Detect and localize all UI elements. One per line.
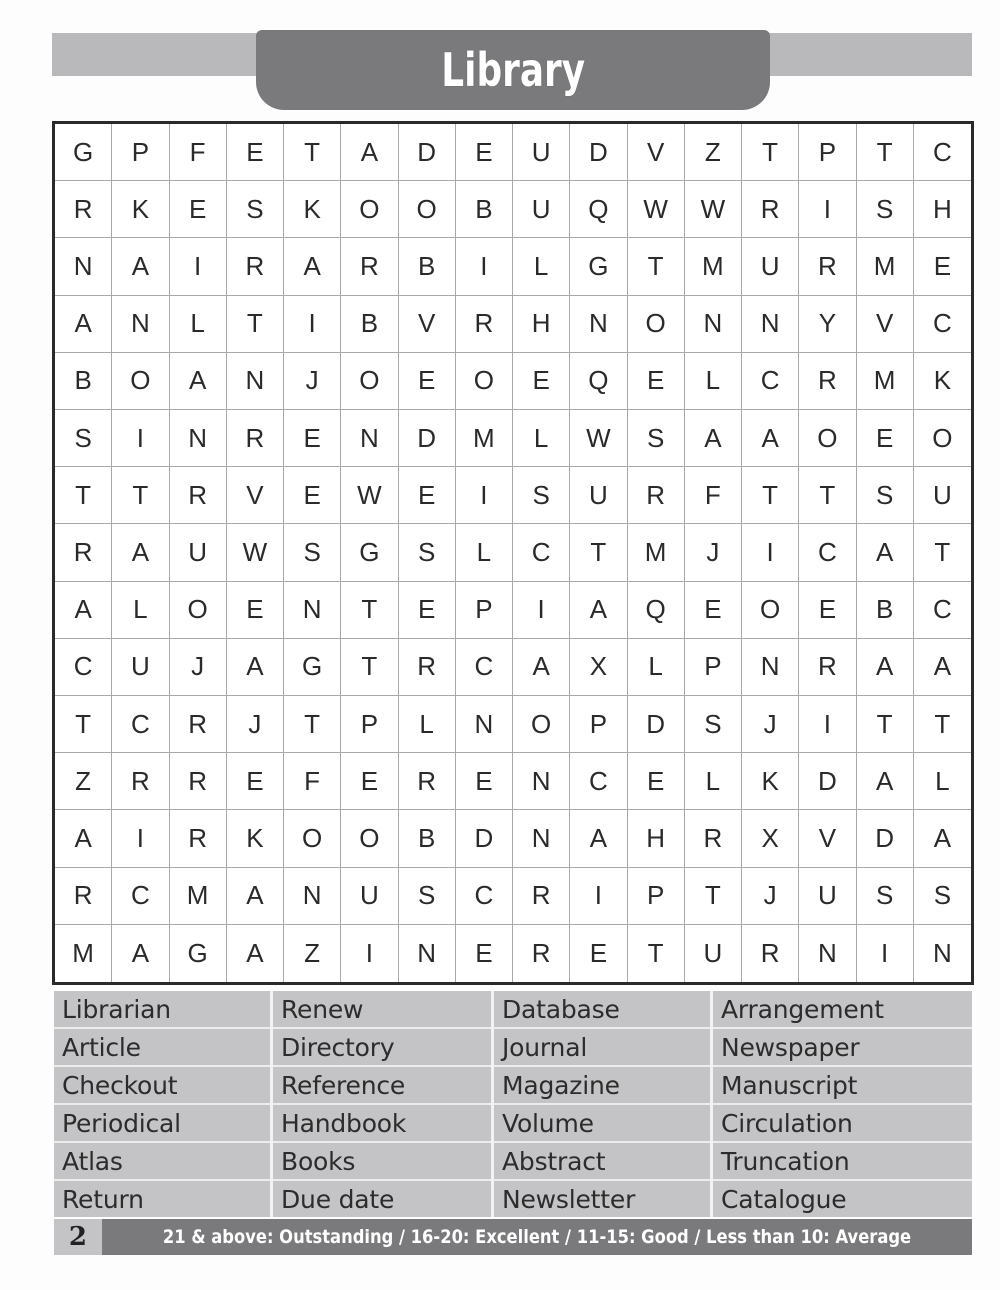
grid-cell[interactable]: I (799, 696, 856, 753)
grid-cell[interactable]: C (112, 868, 169, 925)
grid-cell[interactable]: I (284, 296, 341, 353)
grid-cell[interactable]: R (742, 181, 799, 238)
grid-cell[interactable]: C (799, 524, 856, 581)
grid-cell[interactable]: I (112, 810, 169, 867)
grid-cell[interactable]: W (570, 410, 627, 467)
grid-cell[interactable]: V (399, 296, 456, 353)
grid-cell[interactable]: A (227, 639, 284, 696)
word-list-item: Journal (494, 1029, 710, 1067)
title-tab (256, 30, 770, 110)
grid-cell[interactable]: H (914, 181, 971, 238)
grid-cell[interactable]: O (799, 410, 856, 467)
grid-cell[interactable]: Q (570, 353, 627, 410)
footer-bar (54, 1219, 972, 1255)
grid-cell[interactable]: O (341, 353, 398, 410)
grid-cell[interactable]: P (112, 124, 169, 181)
word-column (494, 991, 713, 1217)
word-list-item: Directory (273, 1029, 491, 1067)
grid-cell[interactable]: A (857, 524, 914, 581)
grid-cell[interactable]: S (284, 524, 341, 581)
page-title: Library (441, 43, 585, 97)
grid-cell[interactable]: Z (284, 925, 341, 982)
grid-cell[interactable]: N (570, 296, 627, 353)
word-list-item: Librarian (54, 991, 270, 1029)
grid-cell[interactable]: U (112, 639, 169, 696)
grid-cell[interactable]: U (742, 238, 799, 295)
grid-cell[interactable]: R (513, 925, 570, 982)
grid-cell[interactable]: Q (628, 582, 685, 639)
grid-cell[interactable]: A (227, 868, 284, 925)
grid-cell[interactable]: N (55, 238, 112, 295)
grid-cell[interactable]: R (399, 753, 456, 810)
grid-cell[interactable]: E (227, 753, 284, 810)
grid-cell[interactable]: O (170, 582, 227, 639)
grid-cell[interactable]: N (170, 410, 227, 467)
grid-cell[interactable]: T (742, 467, 799, 524)
grid-cell[interactable]: B (857, 582, 914, 639)
grid-cell[interactable]: C (914, 124, 971, 181)
grid-cell[interactable]: A (570, 810, 627, 867)
grid-cell[interactable]: P (799, 124, 856, 181)
grid-cell[interactable]: P (570, 696, 627, 753)
word-column (54, 991, 273, 1217)
grid-cell[interactable]: R (170, 696, 227, 753)
grid-cell[interactable]: N (227, 353, 284, 410)
word-list-item: Circulation (713, 1105, 972, 1143)
grid-cell[interactable]: T (341, 639, 398, 696)
grid-cell[interactable]: W (628, 181, 685, 238)
word-list-item: Handbook (273, 1105, 491, 1143)
grid-cell[interactable]: J (742, 868, 799, 925)
grid-cell[interactable]: U (799, 868, 856, 925)
grid-cell[interactable]: E (628, 353, 685, 410)
grid-cell[interactable]: R (55, 868, 112, 925)
grid-cell[interactable]: D (857, 810, 914, 867)
grid-cell[interactable]: N (513, 753, 570, 810)
grid-cell[interactable]: H (628, 810, 685, 867)
word-list-item: Arrangement (713, 991, 972, 1029)
grid-cell[interactable]: N (513, 810, 570, 867)
grid-cell[interactable]: Z (55, 753, 112, 810)
grid-cell[interactable]: M (857, 353, 914, 410)
grid-cell[interactable]: S (685, 696, 742, 753)
grid-cell[interactable]: A (284, 238, 341, 295)
grid-cell[interactable]: A (55, 582, 112, 639)
grid-cell[interactable]: I (170, 238, 227, 295)
word-search-grid (52, 121, 974, 985)
grid-cell[interactable]: T (914, 696, 971, 753)
grid-cell[interactable]: G (570, 238, 627, 295)
grid-cell[interactable]: N (799, 925, 856, 982)
grid-cell[interactable]: P (341, 696, 398, 753)
grid-cell[interactable]: W (685, 181, 742, 238)
grid-cell[interactable]: T (914, 524, 971, 581)
grid-cell[interactable]: A (112, 238, 169, 295)
grid-cell[interactable]: I (570, 868, 627, 925)
grid-cell[interactable]: V (227, 467, 284, 524)
grid-cell[interactable]: O (284, 810, 341, 867)
grid-cell[interactable]: U (685, 925, 742, 982)
word-list-item: Catalogue (721, 1184, 847, 1214)
grid-cell[interactable]: E (170, 181, 227, 238)
grid-cell[interactable]: J (284, 353, 341, 410)
grid-cell[interactable]: N (932, 937, 952, 968)
grid-cell[interactable]: A (227, 925, 284, 982)
grid-cell[interactable]: T (799, 467, 856, 524)
grid-cell[interactable]: K (112, 181, 169, 238)
word-list-item: Periodical (54, 1105, 270, 1143)
grid-cell[interactable]: G (284, 639, 341, 696)
word-list-item: Checkout (54, 1067, 270, 1105)
grid-cell[interactable]: T (685, 868, 742, 925)
grid-cell[interactable]: E (570, 925, 627, 982)
grid-cell[interactable]: C (914, 582, 971, 639)
grid-cell[interactable]: B (55, 353, 112, 410)
grid-cell[interactable]: D (799, 753, 856, 810)
word-list-item: Return (62, 1184, 144, 1214)
grid-cell[interactable]: H (513, 296, 570, 353)
grid-cell[interactable]: C (456, 639, 513, 696)
grid-cell[interactable]: A (341, 124, 398, 181)
grid-cell[interactable]: E (399, 582, 456, 639)
word-list-item: Article (54, 1029, 270, 1067)
word-column (273, 991, 494, 1217)
grid-cell[interactable]: I (799, 181, 856, 238)
grid-cell[interactable]: E (284, 410, 341, 467)
grid-cell[interactable]: K (914, 353, 971, 410)
grid-cell[interactable]: I (456, 238, 513, 295)
grid-cell[interactable]: R (399, 639, 456, 696)
word-list-item: Magazine (494, 1067, 710, 1105)
grid-cell[interactable]: V (799, 810, 856, 867)
grid-cell[interactable]: R (227, 238, 284, 295)
grid-cell[interactable]: L (685, 753, 742, 810)
grid-cell[interactable]: N (742, 639, 799, 696)
grid-cell[interactable]: L (112, 582, 169, 639)
grid-cell[interactable]: R (799, 639, 856, 696)
word-column (713, 991, 972, 1217)
word-list-item: Abstract (494, 1143, 710, 1181)
grid-cell[interactable]: M (685, 238, 742, 295)
grid-cell[interactable]: B (341, 296, 398, 353)
grid-cell[interactable]: E (399, 467, 456, 524)
word-list-item: Books (273, 1143, 491, 1181)
grid-cell[interactable]: O (914, 410, 971, 467)
grid-cell[interactable]: M (55, 925, 112, 982)
grid-cell[interactable]: U (513, 181, 570, 238)
grid-cell[interactable]: S (399, 868, 456, 925)
grid-cell[interactable]: Y (799, 296, 856, 353)
grid-cell[interactable]: O (399, 181, 456, 238)
grid-cell[interactable]: J (685, 524, 742, 581)
grid-cell[interactable]: C (55, 639, 112, 696)
grid-cell[interactable]: U (170, 524, 227, 581)
grid-cell[interactable]: S (227, 181, 284, 238)
grid-cell[interactable]: O (341, 181, 398, 238)
grid-cell[interactable]: S (857, 181, 914, 238)
grid-cell[interactable]: E (284, 467, 341, 524)
grid-cell[interactable]: U (570, 467, 627, 524)
grid-cell[interactable]: N (112, 296, 169, 353)
grid-cell[interactable]: N (742, 296, 799, 353)
grid-cell[interactable]: L (628, 639, 685, 696)
grid-cell[interactable]: S (857, 467, 914, 524)
grid-cell[interactable]: D (570, 124, 627, 181)
grid-cell[interactable]: A (857, 753, 914, 810)
grid-cell[interactable]: B (399, 810, 456, 867)
grid-cell[interactable]: R (341, 238, 398, 295)
grid-cell[interactable]: F (170, 124, 227, 181)
grid-cell[interactable]: M (456, 410, 513, 467)
grid-cell[interactable]: N (685, 296, 742, 353)
grid-cell[interactable]: S (628, 410, 685, 467)
grid-cell[interactable]: T (628, 925, 685, 982)
grid-cell[interactable]: E (341, 753, 398, 810)
grid-cell[interactable]: O (628, 296, 685, 353)
grid-cell[interactable]: A (112, 524, 169, 581)
grid-cell[interactable]: T (857, 124, 914, 181)
grid-cell[interactable]: T (55, 696, 112, 753)
grid-cell[interactable]: L (914, 753, 971, 810)
grid-cell[interactable]: N (399, 925, 456, 982)
grid-cell[interactable]: M (857, 238, 914, 295)
grid-cell[interactable]: U (914, 467, 971, 524)
grid-cell[interactable]: R (685, 810, 742, 867)
word-list-item: Truncation (713, 1143, 972, 1181)
word-list-item: Newspaper (713, 1029, 972, 1067)
grid-cell[interactable]: A (914, 639, 971, 696)
grid-cell[interactable]: E (685, 582, 742, 639)
word-list-item: Atlas (54, 1143, 270, 1181)
grid-cell[interactable]: S (914, 868, 971, 925)
grid-cell[interactable]: C (570, 753, 627, 810)
grid-cell[interactable]: L (513, 238, 570, 295)
grid-cell[interactable]: J (227, 696, 284, 753)
grid-cell[interactable]: R (628, 467, 685, 524)
grid-cell[interactable]: M (170, 868, 227, 925)
grid-cell[interactable]: E (513, 353, 570, 410)
grid-cell[interactable]: C (456, 868, 513, 925)
grid-cell[interactable]: O (456, 353, 513, 410)
grid-cell[interactable]: O (742, 582, 799, 639)
grid-cell[interactable]: D (456, 810, 513, 867)
grid-cell[interactable]: K (742, 753, 799, 810)
grid-cell[interactable]: N (284, 868, 341, 925)
grid-cell[interactable]: A (570, 582, 627, 639)
grid-cell[interactable]: L (456, 524, 513, 581)
grid-cell[interactable]: A (914, 810, 971, 867)
grid-cell[interactable]: E (857, 410, 914, 467)
grid-cell[interactable]: A (513, 639, 570, 696)
grid-cell[interactable]: S (55, 410, 112, 467)
grid-cell[interactable]: Z (685, 124, 742, 181)
grid-cell[interactable]: G (341, 524, 398, 581)
score-legend: 21 & above: Outstanding / 16-20: Excellent / 11-15: Good / Less than 10: Average (162, 1226, 912, 1248)
grid-cell[interactable]: D (399, 124, 456, 181)
grid-cell[interactable]: E (456, 925, 513, 982)
grid-cell[interactable]: L (399, 696, 456, 753)
grid-cell[interactable]: R (112, 753, 169, 810)
grid-cell[interactable]: A (170, 353, 227, 410)
grid-cell[interactable]: T (628, 238, 685, 295)
grid-cell[interactable]: I (742, 524, 799, 581)
grid-cell[interactable]: X (742, 810, 799, 867)
grid-cell[interactable]: R (799, 353, 856, 410)
grid-cell[interactable]: A (742, 410, 799, 467)
grid-cell[interactable]: R (55, 524, 112, 581)
grid-cell[interactable]: G (55, 124, 112, 181)
grid-cell[interactable]: U (513, 124, 570, 181)
grid-cell[interactable]: T (857, 696, 914, 753)
grid-cell[interactable]: T (570, 524, 627, 581)
letter-grid (55, 124, 971, 982)
grid-cell[interactable]: N (284, 582, 341, 639)
grid-cell[interactable]: B (456, 181, 513, 238)
grid-cell[interactable]: R (170, 810, 227, 867)
grid-cell[interactable]: E (456, 753, 513, 810)
grid-cell[interactable]: G (170, 925, 227, 982)
grid-cell[interactable]: P (628, 868, 685, 925)
grid-cell[interactable]: T (112, 467, 169, 524)
grid-cell[interactable]: N (341, 410, 398, 467)
grid-cell[interactable]: T (341, 582, 398, 639)
grid-cell[interactable]: E (227, 124, 284, 181)
grid-cell[interactable]: R (227, 410, 284, 467)
grid-cell[interactable]: O (341, 810, 398, 867)
grid-cell[interactable]: P (685, 639, 742, 696)
word-list-item: Reference (273, 1067, 491, 1105)
grid-cell[interactable]: V (628, 124, 685, 181)
grid-cell[interactable]: S (857, 868, 914, 925)
grid-cell[interactable]: E (456, 124, 513, 181)
grid-cell[interactable]: C (112, 696, 169, 753)
grid-cell[interactable]: L (685, 353, 742, 410)
grid-cell[interactable]: A (857, 639, 914, 696)
grid-cell[interactable]: T (55, 467, 112, 524)
grid-cell[interactable]: V (857, 296, 914, 353)
grid-cell[interactable]: L (513, 410, 570, 467)
grid-cell[interactable]: F (685, 467, 742, 524)
grid-cell[interactable]: C (914, 296, 971, 353)
grid-cell[interactable]: K (227, 810, 284, 867)
word-list-item: Volume (494, 1105, 710, 1143)
grid-cell[interactable]: E (399, 353, 456, 410)
grid-cell[interactable]: R (799, 238, 856, 295)
grid-cell[interactable]: S (513, 467, 570, 524)
grid-cell[interactable]: R (170, 467, 227, 524)
grid-cell[interactable]: E (799, 582, 856, 639)
grid-cell[interactable]: J (170, 639, 227, 696)
grid-cell[interactable]: B (399, 238, 456, 295)
word-list-item: Manuscript (713, 1067, 972, 1105)
word-list-item: Database (494, 991, 710, 1029)
grid-cell[interactable]: A (685, 410, 742, 467)
grid-cell[interactable]: D (628, 696, 685, 753)
grid-cell[interactable]: P (456, 582, 513, 639)
grid-cell[interactable]: F (284, 753, 341, 810)
grid-cell[interactable]: Q (570, 181, 627, 238)
grid-cell[interactable]: I (112, 410, 169, 467)
page-number: 2 (54, 1219, 102, 1255)
grid-cell[interactable]: T (284, 124, 341, 181)
grid-cell[interactable]: I (341, 925, 398, 982)
grid-cell[interactable]: T (227, 296, 284, 353)
grid-cell[interactable]: I (857, 925, 914, 982)
grid-cell[interactable]: A (55, 810, 112, 867)
grid-cell[interactable]: X (570, 639, 627, 696)
grid-cell[interactable]: L (170, 296, 227, 353)
grid-cell[interactable]: E (914, 238, 971, 295)
grid-cell[interactable]: E (628, 753, 685, 810)
grid-cell[interactable]: C (513, 524, 570, 581)
grid-cell[interactable]: I (456, 467, 513, 524)
word-list (54, 991, 972, 1217)
grid-cell[interactable]: U (341, 868, 398, 925)
grid-cell[interactable]: A (112, 925, 169, 982)
grid-cell[interactable]: C (742, 353, 799, 410)
grid-cell[interactable]: R (742, 925, 799, 982)
grid-cell[interactable]: O (112, 353, 169, 410)
grid-cell[interactable]: W (227, 524, 284, 581)
grid-cell[interactable]: N (456, 696, 513, 753)
grid-cell[interactable]: R (513, 868, 570, 925)
grid-cell[interactable]: M (628, 524, 685, 581)
grid-cell[interactable]: T (742, 124, 799, 181)
word-list-item: Renew (273, 991, 491, 1029)
grid-cell[interactable]: E (227, 582, 284, 639)
grid-cell[interactable]: I (513, 582, 570, 639)
grid-cell[interactable]: T (284, 696, 341, 753)
word-list-item: Newsletter (502, 1184, 636, 1214)
grid-cell[interactable]: R (456, 296, 513, 353)
grid-cell[interactable]: S (399, 524, 456, 581)
grid-cell[interactable]: D (399, 410, 456, 467)
grid-cell[interactable]: O (513, 696, 570, 753)
word-list-item: Due date (281, 1184, 395, 1214)
grid-cell[interactable]: A (55, 296, 112, 353)
grid-cell[interactable]: R (170, 753, 227, 810)
grid-cell[interactable]: K (284, 181, 341, 238)
grid-cell[interactable]: J (742, 696, 799, 753)
grid-cell[interactable]: W (341, 467, 398, 524)
grid-cell[interactable]: R (55, 181, 112, 238)
